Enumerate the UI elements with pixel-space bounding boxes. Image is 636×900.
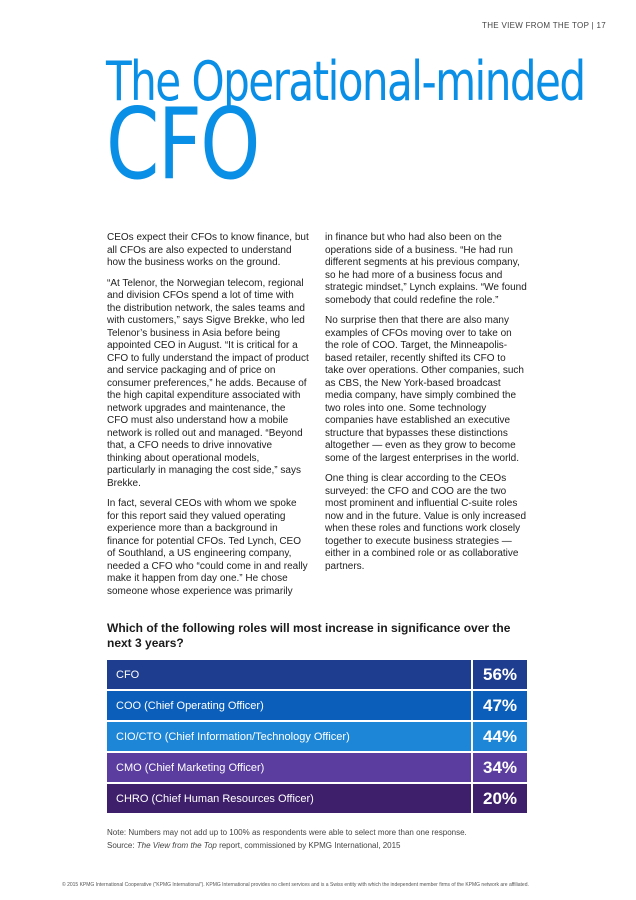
- role-percentage: 44%: [473, 722, 527, 751]
- running-head: THE VIEW FROM THE TOP | 17: [482, 21, 606, 30]
- article-body: [107, 232, 527, 606]
- table-row: [107, 722, 527, 751]
- title-line-2: CFO: [106, 87, 259, 202]
- copyright-footer: © 2015 KPMG International Cooperative (“KPMG International”). KPMG International provides no client services and is a Swiss entity with which the independent member firms of the KPMG network are affiliated.: [62, 882, 529, 888]
- table-row: [107, 784, 527, 813]
- table-note: Note: Numbers may not add up to 100% as respondents were able to select more than one response.: [107, 828, 467, 837]
- survey-question: Which of the following roles will most increase in significance over the next 3 years?: [107, 621, 511, 650]
- table-source: [107, 839, 547, 852]
- page-title: [106, 50, 606, 202]
- table-row: [107, 691, 527, 720]
- column-left: [107, 232, 309, 606]
- source-prefix: Source:: [107, 841, 137, 850]
- paragraph: No surprise then that there are also many examples of CFOs moving over to take on the role of COO. Target, the Minneapolis-based retailer, recently shifted its CFO to take over operations. Other companies, such as CBS, the New York-based broadcast media company, have simply combined the two roles into one. Some technology companies have established an executive structure that bypasses these distinctions altogether — even as they grow to become some of the largest enterprises in the world.: [325, 315, 524, 464]
- table-notes: [107, 826, 547, 852]
- table-row: [107, 660, 527, 689]
- role-label: COO (Chief Operating Officer): [107, 691, 471, 720]
- role-percentage: 20%: [473, 784, 527, 813]
- role-percentage: 56%: [473, 660, 527, 689]
- paragraph: CEOs expect their CFOs to know finance, but all CFOs are also expected to understand how the business works on the ground.: [107, 232, 309, 268]
- paragraph: “At Telenor, the Norwegian telecom, regional and division CFOs spend a lot of time with the distribution network, the sales teams and with customers,” says Sigve Brekke, who led Telenor’s business in Asia before being appointed CEO in August. “It is critical for a CFO to fully understand the impact of product and service packaging and of price on consumer preferences,” he adds. Because of the high capital expenditure associated with network upgrades and maintenance, the CFO must also understand how a mobile network is rolled out and managed. “Beyond that, a CFO needs to drive innovative thinking about operational models, particularly in managing the cost side,” says Brekke.: [107, 277, 309, 489]
- role-percentage: 34%: [473, 753, 527, 782]
- role-label: CIO/CTO (Chief Information/Technology Officer): [107, 722, 471, 751]
- column-right: [325, 232, 527, 606]
- source-suffix: report, commissioned by KPMG International, 2015: [216, 841, 401, 850]
- role-label: CMO (Chief Marketing Officer): [107, 753, 471, 782]
- paragraph: One thing is clear according to the CEOs surveyed: the CFO and COO are the two most prominent and influential C-suite roles now and in the future. Value is only increased when these roles and functions work closely together to execute business strategies — either in a combined role or as collaborative partners.: [325, 473, 527, 572]
- role-label: CFO: [107, 660, 471, 689]
- role-percentage: 47%: [473, 691, 527, 720]
- roles-table: [107, 660, 527, 815]
- paragraph: in finance but who had also been on the operations side of a business. “He had run different segments at his previous company, so he had more of a business focus and strategic mindset,” Lynch explains. “We found somebody that could redefine the role.”: [325, 232, 527, 306]
- role-label: CHRO (Chief Human Resources Officer): [107, 784, 471, 813]
- title-line-1: The Operational-minded: [106, 50, 585, 113]
- paragraph: In fact, several CEOs with whom we spoke for this report said they valued operating experience more than a background in finance for potential CFOs. Ted Lynch, CEO of Southland, a US engineering company, needed a CFO who “could come in and really make it happen from day one.” He chose someone whose experience was primarily: [107, 498, 308, 597]
- source-title: The View from the Top: [136, 841, 217, 850]
- table-row: [107, 753, 527, 782]
